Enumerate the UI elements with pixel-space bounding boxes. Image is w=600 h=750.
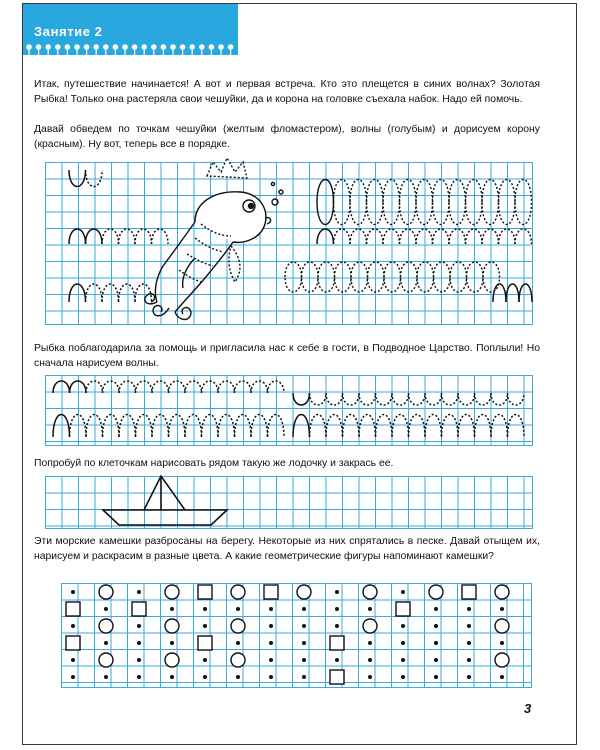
dotted-wave-guide bbox=[425, 415, 442, 438]
sample-wave bbox=[493, 284, 506, 302]
stone-circle bbox=[165, 619, 179, 633]
dotted-scale-guide bbox=[335, 262, 352, 292]
sample-wave bbox=[293, 393, 310, 405]
hidden-stone-dot bbox=[434, 607, 438, 611]
dotted-wave-guide bbox=[102, 284, 119, 302]
hidden-stone-dot bbox=[71, 590, 75, 594]
dotted-wave-guide bbox=[367, 229, 384, 244]
dotted-wave-guide bbox=[152, 229, 169, 244]
hidden-stone-dot bbox=[104, 607, 108, 611]
stone-circle bbox=[99, 653, 113, 667]
dotted-wave-guide bbox=[400, 229, 417, 244]
dotted-wave-guide bbox=[350, 229, 367, 244]
stones-task-grid bbox=[61, 583, 532, 688]
fish-task-grid bbox=[45, 162, 533, 325]
hidden-stone-dot bbox=[170, 641, 174, 645]
dotted-wave-guide bbox=[185, 415, 202, 438]
stone-circle bbox=[495, 619, 509, 633]
hidden-stone-dot bbox=[236, 607, 240, 611]
stones-task-instruction: Эти морские камешки разбросаны на берегу. Некоторые из них спрятались в песке. Давай отыщем их, нарисуем и раскрасим в разные цвета. А какие геометрические фигуры напоминают камешки? bbox=[34, 536, 540, 562]
dotted-wave-guide bbox=[482, 229, 499, 244]
hidden-stone-dot bbox=[500, 641, 504, 645]
sample-wave bbox=[317, 229, 334, 244]
dotted-wave-guide bbox=[310, 393, 327, 405]
dotted-wave-guide bbox=[425, 393, 442, 405]
hidden-stone-dot bbox=[368, 675, 372, 679]
dotted-wave-guide bbox=[136, 415, 153, 438]
dotted-scale-guide bbox=[350, 180, 367, 225]
hidden-stone-dot bbox=[401, 590, 405, 594]
hidden-stone-dot bbox=[137, 590, 141, 594]
hidden-stone-dot bbox=[269, 675, 273, 679]
stones-task-drawing bbox=[61, 583, 531, 687]
stone-circle bbox=[99, 619, 113, 633]
hidden-stone-dot bbox=[203, 607, 207, 611]
dotted-wave-guide bbox=[326, 415, 343, 438]
dotted-wave-guide bbox=[475, 415, 492, 438]
sample-scale bbox=[317, 180, 334, 225]
hidden-stone-dot bbox=[302, 624, 306, 628]
dotted-wave-guide bbox=[508, 415, 525, 438]
dotted-wave-guide bbox=[251, 381, 268, 393]
dotted-wave-guide bbox=[515, 229, 532, 244]
hidden-stone-dot bbox=[269, 641, 273, 645]
lesson-title: Занятие 2 bbox=[34, 24, 103, 39]
dotted-wave-guide bbox=[449, 229, 466, 244]
fish-task-drawing bbox=[45, 162, 532, 324]
dotted-wave-guide bbox=[185, 381, 202, 393]
dotted-wave-guide bbox=[119, 415, 136, 438]
hidden-stone-dot bbox=[335, 624, 339, 628]
dotted-wave-guide bbox=[310, 415, 327, 438]
hidden-stone-dot bbox=[434, 658, 438, 662]
dotted-wave-guide bbox=[169, 415, 186, 438]
dotted-wave-guide bbox=[409, 393, 426, 405]
hidden-stone-dot bbox=[269, 658, 273, 662]
stone-circle bbox=[231, 585, 245, 599]
hidden-stone-dot bbox=[104, 641, 108, 645]
sample-wave bbox=[506, 284, 519, 302]
page-number: 3 bbox=[524, 701, 532, 716]
dotted-wave-guide bbox=[251, 415, 268, 438]
dotted-wave-guide bbox=[86, 284, 103, 302]
hidden-stone-dot bbox=[71, 658, 75, 662]
dotted-wave-guide bbox=[359, 393, 376, 405]
dotted-wave-guide bbox=[491, 393, 508, 405]
hidden-stone-dot bbox=[104, 675, 108, 679]
stone-square bbox=[198, 585, 212, 599]
dotted-wave-guide bbox=[218, 381, 235, 393]
sample-wave bbox=[70, 381, 87, 393]
dotted-wave-guide bbox=[136, 381, 153, 393]
dotted-wave-guide bbox=[202, 381, 219, 393]
sample-wave bbox=[86, 229, 103, 244]
hidden-stone-dot bbox=[170, 607, 174, 611]
hidden-stone-dot bbox=[335, 607, 339, 611]
dotted-scale-guide bbox=[515, 180, 532, 225]
sailboat-illustration bbox=[103, 476, 227, 525]
dotted-wave-guide bbox=[152, 415, 169, 438]
stone-square bbox=[462, 585, 476, 599]
hidden-stone-dot bbox=[401, 624, 405, 628]
dotted-wave-guide bbox=[383, 229, 400, 244]
dotted-wave-guide bbox=[119, 229, 136, 244]
dotted-wave-guide bbox=[202, 415, 219, 438]
fish-task-instruction: Давай обведем по точкам чешуйки (желтым фломастером), волны (голубым) и дорисуем корону (красным). Ну вот, теперь все в порядке. bbox=[34, 124, 540, 150]
hidden-stone-dot bbox=[203, 675, 207, 679]
dotted-wave-guide bbox=[119, 381, 136, 393]
stone-circle bbox=[165, 585, 179, 599]
hidden-stone-dot bbox=[137, 658, 141, 662]
boat-task-instruction: Попробуй по клеточкам нарисовать рядом такую же лодочку и закрась ее. bbox=[34, 458, 394, 469]
hidden-stone-dot bbox=[500, 675, 504, 679]
dotted-scale-guide bbox=[467, 262, 484, 292]
dotted-wave-guide bbox=[70, 415, 87, 438]
hidden-stone-dot bbox=[401, 641, 405, 645]
stone-square bbox=[264, 585, 278, 599]
hidden-stone-dot bbox=[137, 675, 141, 679]
dotted-wave-guide bbox=[268, 415, 285, 438]
dotted-wave-guide bbox=[152, 381, 169, 393]
intro-paragraph: Итак, путешествие начинается! А вот и первая встреча. Кто это плещется в синих волнах? Золотая Рыбка! Только она растеряла свои чешуйки, да и корона на головке съехала набок. Надо ей помочь. bbox=[34, 79, 540, 105]
hidden-stone-dot bbox=[302, 658, 306, 662]
hidden-stone-dot bbox=[269, 624, 273, 628]
stone-circle bbox=[495, 585, 509, 599]
hidden-stone-dot bbox=[368, 607, 372, 611]
dotted-scale-guide bbox=[450, 262, 467, 292]
sample-wave bbox=[53, 381, 70, 393]
dotted-wave-guide bbox=[409, 415, 426, 438]
dotted-wave-guide bbox=[326, 393, 343, 405]
dotted-wave-guide bbox=[499, 229, 516, 244]
hidden-stone-dot bbox=[335, 590, 339, 594]
dotted-scale-guide bbox=[368, 262, 385, 292]
hidden-stone-dot bbox=[401, 658, 405, 662]
stone-circle bbox=[429, 585, 443, 599]
dotted-scale-guide bbox=[302, 262, 319, 292]
dotted-wave-guide bbox=[376, 415, 393, 438]
dotted-wave-guide bbox=[442, 415, 459, 438]
hidden-stone-dot bbox=[71, 675, 75, 679]
stone-circle bbox=[495, 653, 509, 667]
dotted-wave-guide bbox=[508, 393, 525, 405]
dotted-scale-guide bbox=[433, 180, 450, 225]
goldfish-illustration bbox=[145, 158, 283, 320]
hidden-stone-dot bbox=[434, 641, 438, 645]
dotted-wave-guide bbox=[466, 229, 483, 244]
dotted-scale-guide bbox=[466, 180, 483, 225]
hidden-stone-dot bbox=[71, 624, 75, 628]
hidden-stone-dot bbox=[302, 607, 306, 611]
hidden-stone-dot bbox=[335, 658, 339, 662]
hidden-stone-dot bbox=[368, 641, 372, 645]
dotted-wave-guide bbox=[359, 415, 376, 438]
hidden-stone-dot bbox=[368, 658, 372, 662]
dotted-scale-guide bbox=[449, 180, 466, 225]
header-dot-ornament bbox=[23, 44, 238, 56]
hidden-stone-dot bbox=[137, 624, 141, 628]
hidden-stone-dot bbox=[434, 624, 438, 628]
dotted-scale-guide bbox=[499, 180, 516, 225]
hidden-stone-dot bbox=[170, 675, 174, 679]
dotted-wave-guide bbox=[218, 415, 235, 438]
hidden-stone-dot bbox=[467, 658, 471, 662]
dotted-scale-guide bbox=[285, 262, 302, 292]
dotted-wave-guide bbox=[103, 415, 120, 438]
dotted-wave-guide bbox=[86, 415, 103, 438]
dotted-scale-guide bbox=[482, 180, 499, 225]
hidden-stone-dot bbox=[467, 624, 471, 628]
sample-wave bbox=[69, 170, 86, 187]
dotted-wave-guide bbox=[458, 393, 475, 405]
sample-wave bbox=[293, 415, 310, 438]
hidden-stone-dot bbox=[137, 641, 141, 645]
sample-wave bbox=[69, 284, 86, 302]
dotted-scale-guide bbox=[383, 180, 400, 225]
stone-square bbox=[66, 636, 80, 650]
dotted-wave-guide bbox=[376, 393, 393, 405]
dotted-wave-guide bbox=[86, 381, 103, 393]
stone-circle bbox=[231, 653, 245, 667]
dotted-scale-guide bbox=[334, 180, 351, 225]
dotted-wave-guide bbox=[392, 415, 409, 438]
hidden-stone-dot bbox=[203, 624, 207, 628]
dotted-wave-guide bbox=[86, 170, 103, 187]
dotted-scale-guide bbox=[417, 262, 434, 292]
sample-wave bbox=[53, 415, 70, 438]
dotted-wave-guide bbox=[235, 381, 252, 393]
hidden-stone-dot bbox=[467, 641, 471, 645]
waves-task-instruction: Рыбка поблагодарила за помощь и пригласила нас к себе в гости, в Подводное Царство. Поплыли! Но сначала нарисуем волны. bbox=[34, 343, 540, 369]
dotted-wave-guide bbox=[392, 393, 409, 405]
dotted-wave-guide bbox=[135, 229, 152, 244]
dotted-scale-guide bbox=[384, 262, 401, 292]
waves-task-grid bbox=[45, 375, 533, 446]
stone-circle bbox=[363, 619, 377, 633]
hidden-stone-dot bbox=[401, 675, 405, 679]
dotted-wave-guide bbox=[442, 393, 459, 405]
hidden-stone-dot bbox=[236, 675, 240, 679]
dotted-wave-guide bbox=[416, 229, 433, 244]
dotted-wave-guide bbox=[169, 381, 186, 393]
dotted-wave-guide bbox=[235, 415, 252, 438]
hidden-stone-dot bbox=[434, 675, 438, 679]
dotted-wave-guide bbox=[343, 415, 360, 438]
hidden-stone-dot bbox=[203, 658, 207, 662]
dotted-scale-guide bbox=[483, 262, 500, 292]
boat-task-grid bbox=[45, 476, 533, 529]
waves-task-drawing bbox=[45, 375, 532, 445]
stone-square bbox=[132, 602, 146, 616]
hidden-stone-dot bbox=[467, 675, 471, 679]
stone-square bbox=[330, 670, 344, 684]
dotted-wave-guide bbox=[491, 415, 508, 438]
stone-circle bbox=[165, 653, 179, 667]
dotted-scale-guide bbox=[367, 180, 384, 225]
stone-circle bbox=[99, 585, 113, 599]
stone-circle bbox=[297, 585, 311, 599]
sample-wave bbox=[519, 284, 532, 302]
dotted-scale-guide bbox=[401, 262, 418, 292]
stone-square bbox=[198, 636, 212, 650]
dotted-scale-guide bbox=[416, 180, 433, 225]
stone-square bbox=[396, 602, 410, 616]
dotted-scale-guide bbox=[434, 262, 451, 292]
stone-circle bbox=[363, 585, 377, 599]
dotted-wave-guide bbox=[475, 393, 492, 405]
stone-square bbox=[66, 602, 80, 616]
hidden-stone-dot bbox=[500, 607, 504, 611]
sample-wave bbox=[69, 229, 86, 244]
dotted-scale-guide bbox=[400, 180, 417, 225]
dotted-wave-guide bbox=[268, 381, 285, 393]
boat-task-drawing bbox=[45, 476, 532, 528]
dotted-wave-guide bbox=[458, 415, 475, 438]
hidden-stone-dot bbox=[467, 607, 471, 611]
dotted-scale-guide bbox=[351, 262, 368, 292]
dotted-wave-guide bbox=[119, 284, 136, 302]
dotted-wave-guide bbox=[433, 229, 450, 244]
hidden-stone-dot bbox=[236, 641, 240, 645]
dotted-wave-guide bbox=[102, 229, 119, 244]
dotted-wave-guide bbox=[103, 381, 120, 393]
dotted-wave-guide bbox=[135, 284, 152, 302]
dotted-wave-guide bbox=[343, 393, 360, 405]
hidden-stone-dot bbox=[269, 607, 273, 611]
stone-circle bbox=[231, 619, 245, 633]
hidden-stone-dot bbox=[302, 641, 306, 645]
stone-square bbox=[330, 636, 344, 650]
dotted-scale-guide bbox=[318, 262, 335, 292]
dotted-wave-guide bbox=[334, 229, 351, 244]
hidden-stone-dot bbox=[302, 675, 306, 679]
